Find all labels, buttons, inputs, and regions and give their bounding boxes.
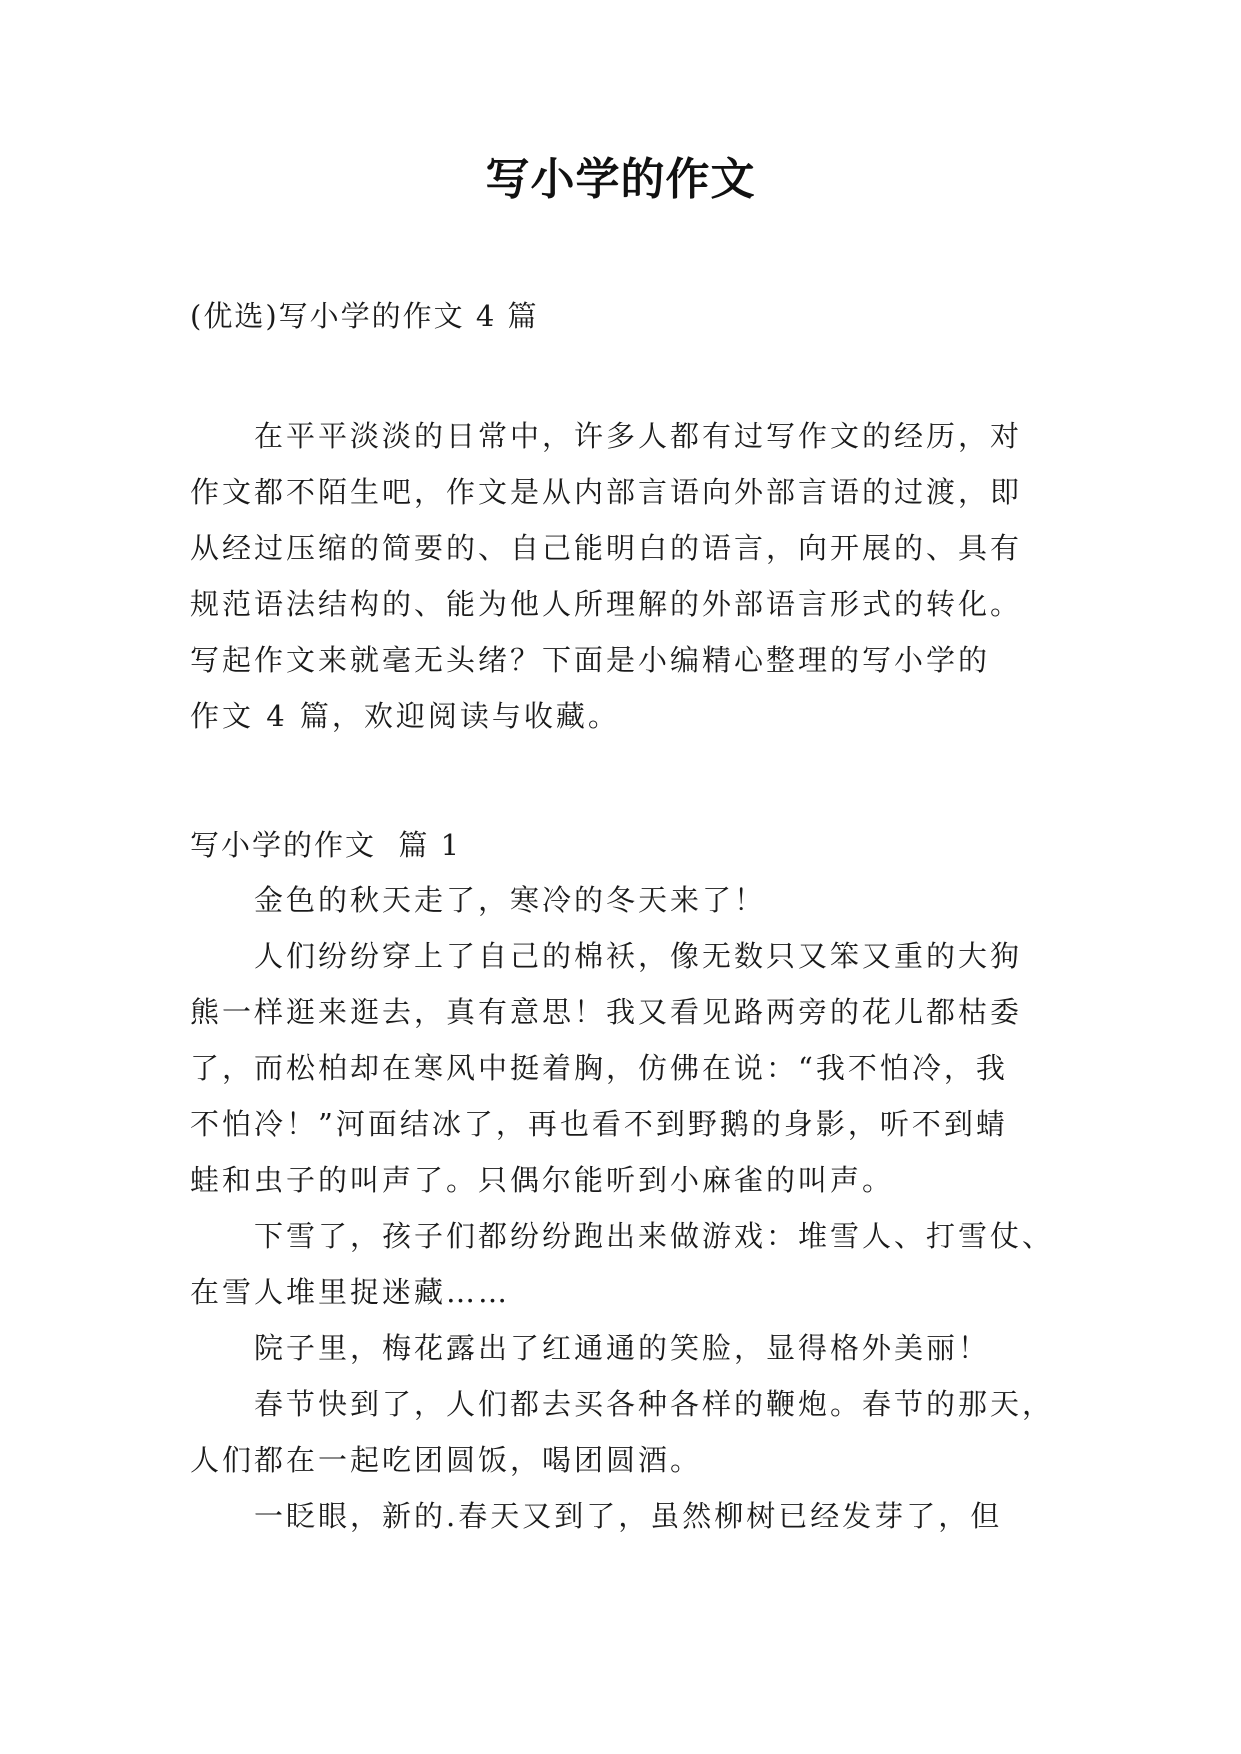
body-line: 了，而松柏却在寒风中挺着胸，仿佛在说：“我不怕冷，我 <box>190 1051 1008 1085</box>
body-line: 春节快到了，人们都去买各种各样的鞭炮。春节的那天， <box>254 1387 1055 1421</box>
section-body <box>190 872 1060 1544</box>
intro-paragraph <box>190 408 1060 744</box>
body-line: 人们都在一起吃团圆饭，喝团圆酒。 <box>190 1443 703 1477</box>
document-subtitle: (优选)写小学的作文 4 篇 <box>190 299 539 333</box>
body-line: 金色的秋天走了，寒冷的冬天来了！ <box>254 883 767 917</box>
intro-line: 作文 4 篇，欢迎阅读与收藏。 <box>190 699 620 733</box>
body-line: 院子里，梅花露出了红通通的笑脸，显得格外美丽！ <box>254 1331 991 1365</box>
body-line: 在雪人堆里捉迷藏…… <box>190 1275 511 1309</box>
intro-line: 从经过压缩的简要的、自己能明白的语言，向开展的、具有 <box>190 531 1023 565</box>
body-line: 一眨眼，新的.春天又到了，虽然柳树已经发芽了，但 <box>254 1499 1003 1533</box>
intro-line: 规范语法结构的、能为他人所理解的外部语言形式的转化。 <box>190 587 1023 621</box>
intro-line: 作文都不陌生吧，作文是从内部言语向外部言语的过渡，即 <box>190 475 1023 509</box>
body-line: 人们纷纷穿上了自己的棉袄，像无数只又笨又重的大狗 <box>254 939 1023 973</box>
intro-line: 在平平淡淡的日常中，许多人都有过写作文的经历，对 <box>254 419 1023 453</box>
intro-line: 写起作文来就毫无头绪？下面是小编精心整理的写小学的 <box>190 643 991 677</box>
section-heading: 写小学的作文 篇 1 <box>190 828 462 862</box>
body-line: 下雪了，孩子们都纷纷跑出来做游戏：堆雪人、打雪仗、 <box>254 1219 1055 1253</box>
body-line: 不怕冷！”河面结冰了，再也看不到野鹅的身影，听不到蜻 <box>190 1107 1008 1141</box>
body-line: 蛙和虫子的叫声了。只偶尔能听到小麻雀的叫声。 <box>190 1163 895 1197</box>
document-title: 写小学的作文 <box>485 154 756 205</box>
body-line: 熊一样逛来逛去，真有意思！我又看见路两旁的花儿都枯委 <box>190 995 1023 1029</box>
